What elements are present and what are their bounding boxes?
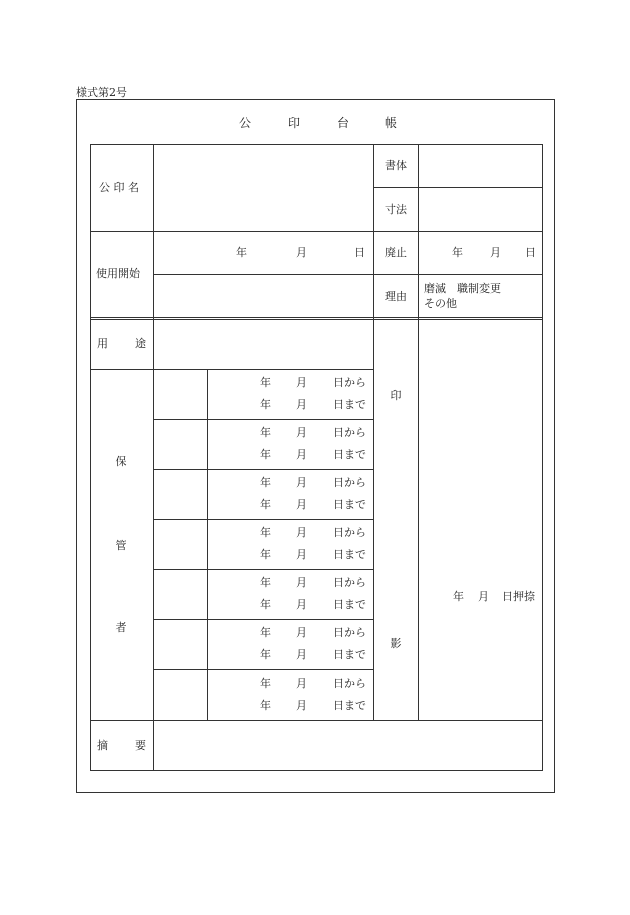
form-number: 様式第2号 <box>76 86 127 99</box>
c4-from-day: 日から <box>333 526 366 539</box>
label-abolition: 廃止 <box>385 246 407 259</box>
label-typeface: 書体 <box>385 159 407 172</box>
c7-from-month: 月 <box>296 677 307 690</box>
row-line-use-a <box>90 317 543 318</box>
c6-from-day: 日から <box>333 626 366 639</box>
disposal-year: 年 <box>453 590 464 603</box>
c4-from-year: 年 <box>260 526 271 539</box>
c3-to-month: 月 <box>296 498 307 511</box>
c7-from-year: 年 <box>260 677 271 690</box>
c3-from-month: 月 <box>296 476 307 489</box>
row-line-c2 <box>153 469 374 470</box>
c2-to-year: 年 <box>260 448 271 461</box>
start-day: 日 <box>354 246 365 259</box>
c1-from-day: 日から <box>333 376 366 389</box>
c5-to-year: 年 <box>260 598 271 611</box>
title-char-4: 帳 <box>385 116 398 130</box>
label-custodian-3: 者 <box>115 621 127 634</box>
label-purpose-1: 用 <box>97 337 108 350</box>
label-use-start: 使用開始 <box>96 267 140 280</box>
row-line-purpose <box>90 369 374 370</box>
label-summary-2: 要 <box>135 739 146 752</box>
row-line-c1 <box>153 419 374 420</box>
disposal-day: 日押捺 <box>502 590 535 603</box>
label-dimensions: 寸法 <box>385 203 407 216</box>
c1-to-year: 年 <box>260 398 271 411</box>
c3-to-year: 年 <box>260 498 271 511</box>
c5-from-year: 年 <box>260 576 271 589</box>
disposal-month: 月 <box>478 590 489 603</box>
c7-to-year: 年 <box>260 699 271 712</box>
abolition-day: 日 <box>525 246 536 259</box>
c4-to-day: 日まで <box>333 548 366 561</box>
label-custodian-2: 管 <box>115 539 127 552</box>
c2-from-month: 月 <box>296 426 307 439</box>
table-border-top <box>90 144 543 145</box>
c1-to-day: 日まで <box>333 398 366 411</box>
reason-options-line2: その他 <box>424 297 457 310</box>
col-line-label <box>153 144 154 771</box>
c3-from-year: 年 <box>260 476 271 489</box>
row-line-start <box>153 274 543 275</box>
c1-to-month: 月 <box>296 398 307 411</box>
c2-to-day: 日まで <box>333 448 366 461</box>
c6-to-year: 年 <box>260 648 271 661</box>
label-seal-name: 公 印 名 <box>99 181 139 194</box>
row-line-typeface <box>373 187 543 188</box>
c4-to-month: 月 <box>296 548 307 561</box>
c5-to-month: 月 <box>296 598 307 611</box>
table-border-bottom <box>90 770 543 771</box>
row-line-c5 <box>153 619 374 620</box>
c2-to-month: 月 <box>296 448 307 461</box>
label-seal-impression-2: 影 <box>390 637 402 650</box>
c4-to-year: 年 <box>260 548 271 561</box>
c6-from-year: 年 <box>260 626 271 639</box>
title-char-3: 台 <box>337 116 350 130</box>
label-summary-1: 摘 <box>97 739 108 752</box>
c1-from-year: 年 <box>260 376 271 389</box>
abolition-month: 月 <box>490 246 501 259</box>
label-seal-impression-1: 印 <box>390 389 402 402</box>
title-char-2: 印 <box>288 116 301 130</box>
reason-options-line1: 磨滅 職制変更 <box>424 282 501 295</box>
c1-from-month: 月 <box>296 376 307 389</box>
row-line-name <box>90 231 543 232</box>
row-line-c4 <box>153 569 374 570</box>
c6-from-month: 月 <box>296 626 307 639</box>
row-line-c6 <box>153 669 374 670</box>
c6-to-month: 月 <box>296 648 307 661</box>
table-border-right <box>542 144 543 771</box>
c5-to-day: 日まで <box>333 598 366 611</box>
c2-from-year: 年 <box>260 426 271 439</box>
title-char-1: 公 <box>239 116 252 130</box>
abolition-year: 年 <box>452 246 463 259</box>
c3-from-day: 日から <box>333 476 366 489</box>
c4-from-month: 月 <box>296 526 307 539</box>
c5-from-month: 月 <box>296 576 307 589</box>
row-line-c3 <box>153 519 374 520</box>
label-custodian-1: 保 <box>115 455 127 468</box>
label-purpose-2: 途 <box>135 337 146 350</box>
c5-from-day: 日から <box>333 576 366 589</box>
table-border-left <box>90 144 91 771</box>
row-line-use-b <box>90 319 543 320</box>
c7-to-day: 日まで <box>333 699 366 712</box>
label-reason: 理由 <box>385 290 407 303</box>
start-year: 年 <box>236 246 247 259</box>
c3-to-day: 日まで <box>333 498 366 511</box>
c7-from-day: 日から <box>333 677 366 690</box>
c6-to-day: 日まで <box>333 648 366 661</box>
row-line-summary <box>90 720 543 721</box>
c7-to-month: 月 <box>296 699 307 712</box>
start-month: 月 <box>296 246 307 259</box>
c2-from-day: 日から <box>333 426 366 439</box>
